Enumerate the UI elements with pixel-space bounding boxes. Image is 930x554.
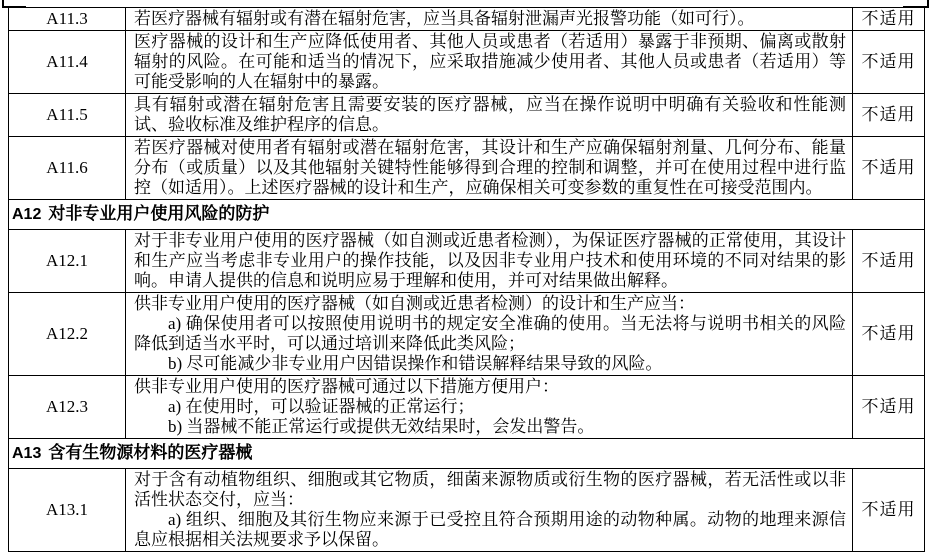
row-code: A11.5 [9,94,126,137]
description-paragraph: 具有辐射或潜在辐射危害且需要安装的医疗器械，应当在操作说明中明确有关验收和性能测试、验收标准及维护程序的信息。 [134,95,846,134]
table-row [9,94,925,137]
description-paragraph: b) 尽可能减少非专业用户因错误操作和错误解释结果导致的风险。 [168,354,663,373]
row-status: 不适用 [853,94,925,137]
description-paragraph: 供非专业用户使用的医疗器械可通过以下措施方便用户： [134,377,559,396]
row-status: 不适用 [853,293,925,376]
row-code: A13.1 [9,469,126,552]
description-paragraph: 供非专业用户使用的医疗器械（如自测或近患者检测）的设计和生产应当： [134,294,695,313]
description-paragraph: b) 当器械不能正常运行或提供无效结果时，会发出警告。 [168,417,595,436]
row-code: A12.1 [9,230,126,293]
row-code: A12.2 [9,293,126,376]
section-header [9,200,925,230]
section-title: 含有生物源材料的医疗器械 [48,443,253,462]
description-paragraph: 对于非专业用户使用的医疗器械（如自测或近患者检测），为保证医疗器械的正常使用，其设计和生产应当考虑非专业用户的操作技能，以及因非专业用户技术和使用环境的不同对结果的影响。申请人提供的信息和说明应易于理解和使用，并可对结果做出解释。 [134,231,846,290]
description-paragraph: 若医疗器械有辐射或有潜在辐射危害，应当具备辐射泄漏声光报警功能（如可行）。 [134,9,755,28]
section-code: A13 [12,445,42,462]
row-status: 不适用 [853,31,925,94]
row-description [126,8,853,31]
section-header-row [9,200,925,230]
description-paragraph: 若医疗器械对使用者有辐射或潜在辐射危害，其设计和生产应确保辐射剂量、几何分布、能量分布（或质量）以及其他辐射关键特性能够得到合理的控制和调整，并可在使用过程中进行监控（如适用）。上述医疗器械的设计和生产，应确保相关可变参数的重复性在可接受范围内。 [134,138,846,197]
section-code: A12 [12,206,42,223]
row-description [126,293,853,376]
row-description [126,230,853,293]
row-code: A12.3 [9,376,126,439]
table-row [9,8,925,31]
requirements-checklist-table [8,7,925,552]
description-paragraph: a) 组织、细胞及其衍生物应来源于已受控且符合预期用途的动物种属。动物的地理来源信息应根据相关法规要求予以保留。 [134,510,846,549]
section-header [9,439,925,469]
section-header-row [9,439,925,469]
row-description [126,137,853,200]
row-code: A11.3 [9,8,126,31]
row-status: 不适用 [853,469,925,552]
description-paragraph: 医疗器械的设计和生产应降低使用者、其他人员或患者（若适用）暴露于非预期、偏离或散射辐射的风险。在可能和适当的情况下，应采取措施减少使用者、其他人员或患者（若适用）等可能受影响的人在辐射中的暴露。 [134,32,846,91]
row-description [126,376,853,439]
row-status: 不适用 [853,137,925,200]
table-row [9,376,925,439]
row-description [126,469,853,552]
section-title: 对非专业用户使用风险的防护 [48,204,270,223]
table-row [9,31,925,94]
row-status: 不适用 [853,8,925,31]
table-row [9,230,925,293]
table-row [9,469,925,552]
row-status: 不适用 [853,230,925,293]
row-code: A11.6 [9,137,126,200]
table-row [9,293,925,376]
table-row [9,137,925,200]
row-description [126,31,853,94]
description-paragraph: a) 确保使用者可以按照使用说明书的规定安全准确的使用。当无法将与说明书相关的风险降低到适当水平时，可以通过培训来降低此类风险； [134,314,846,353]
row-code: A11.4 [9,31,126,94]
description-paragraph: 对于含有动植物组织、细胞或其它物质，细菌来源物质或衍生物的医疗器械，若无活性或以非活性状态交付，应当： [134,470,846,509]
row-description [126,94,853,137]
row-status: 不适用 [853,376,925,439]
description-paragraph: a) 在使用时，可以验证器械的正常运行； [168,397,475,416]
